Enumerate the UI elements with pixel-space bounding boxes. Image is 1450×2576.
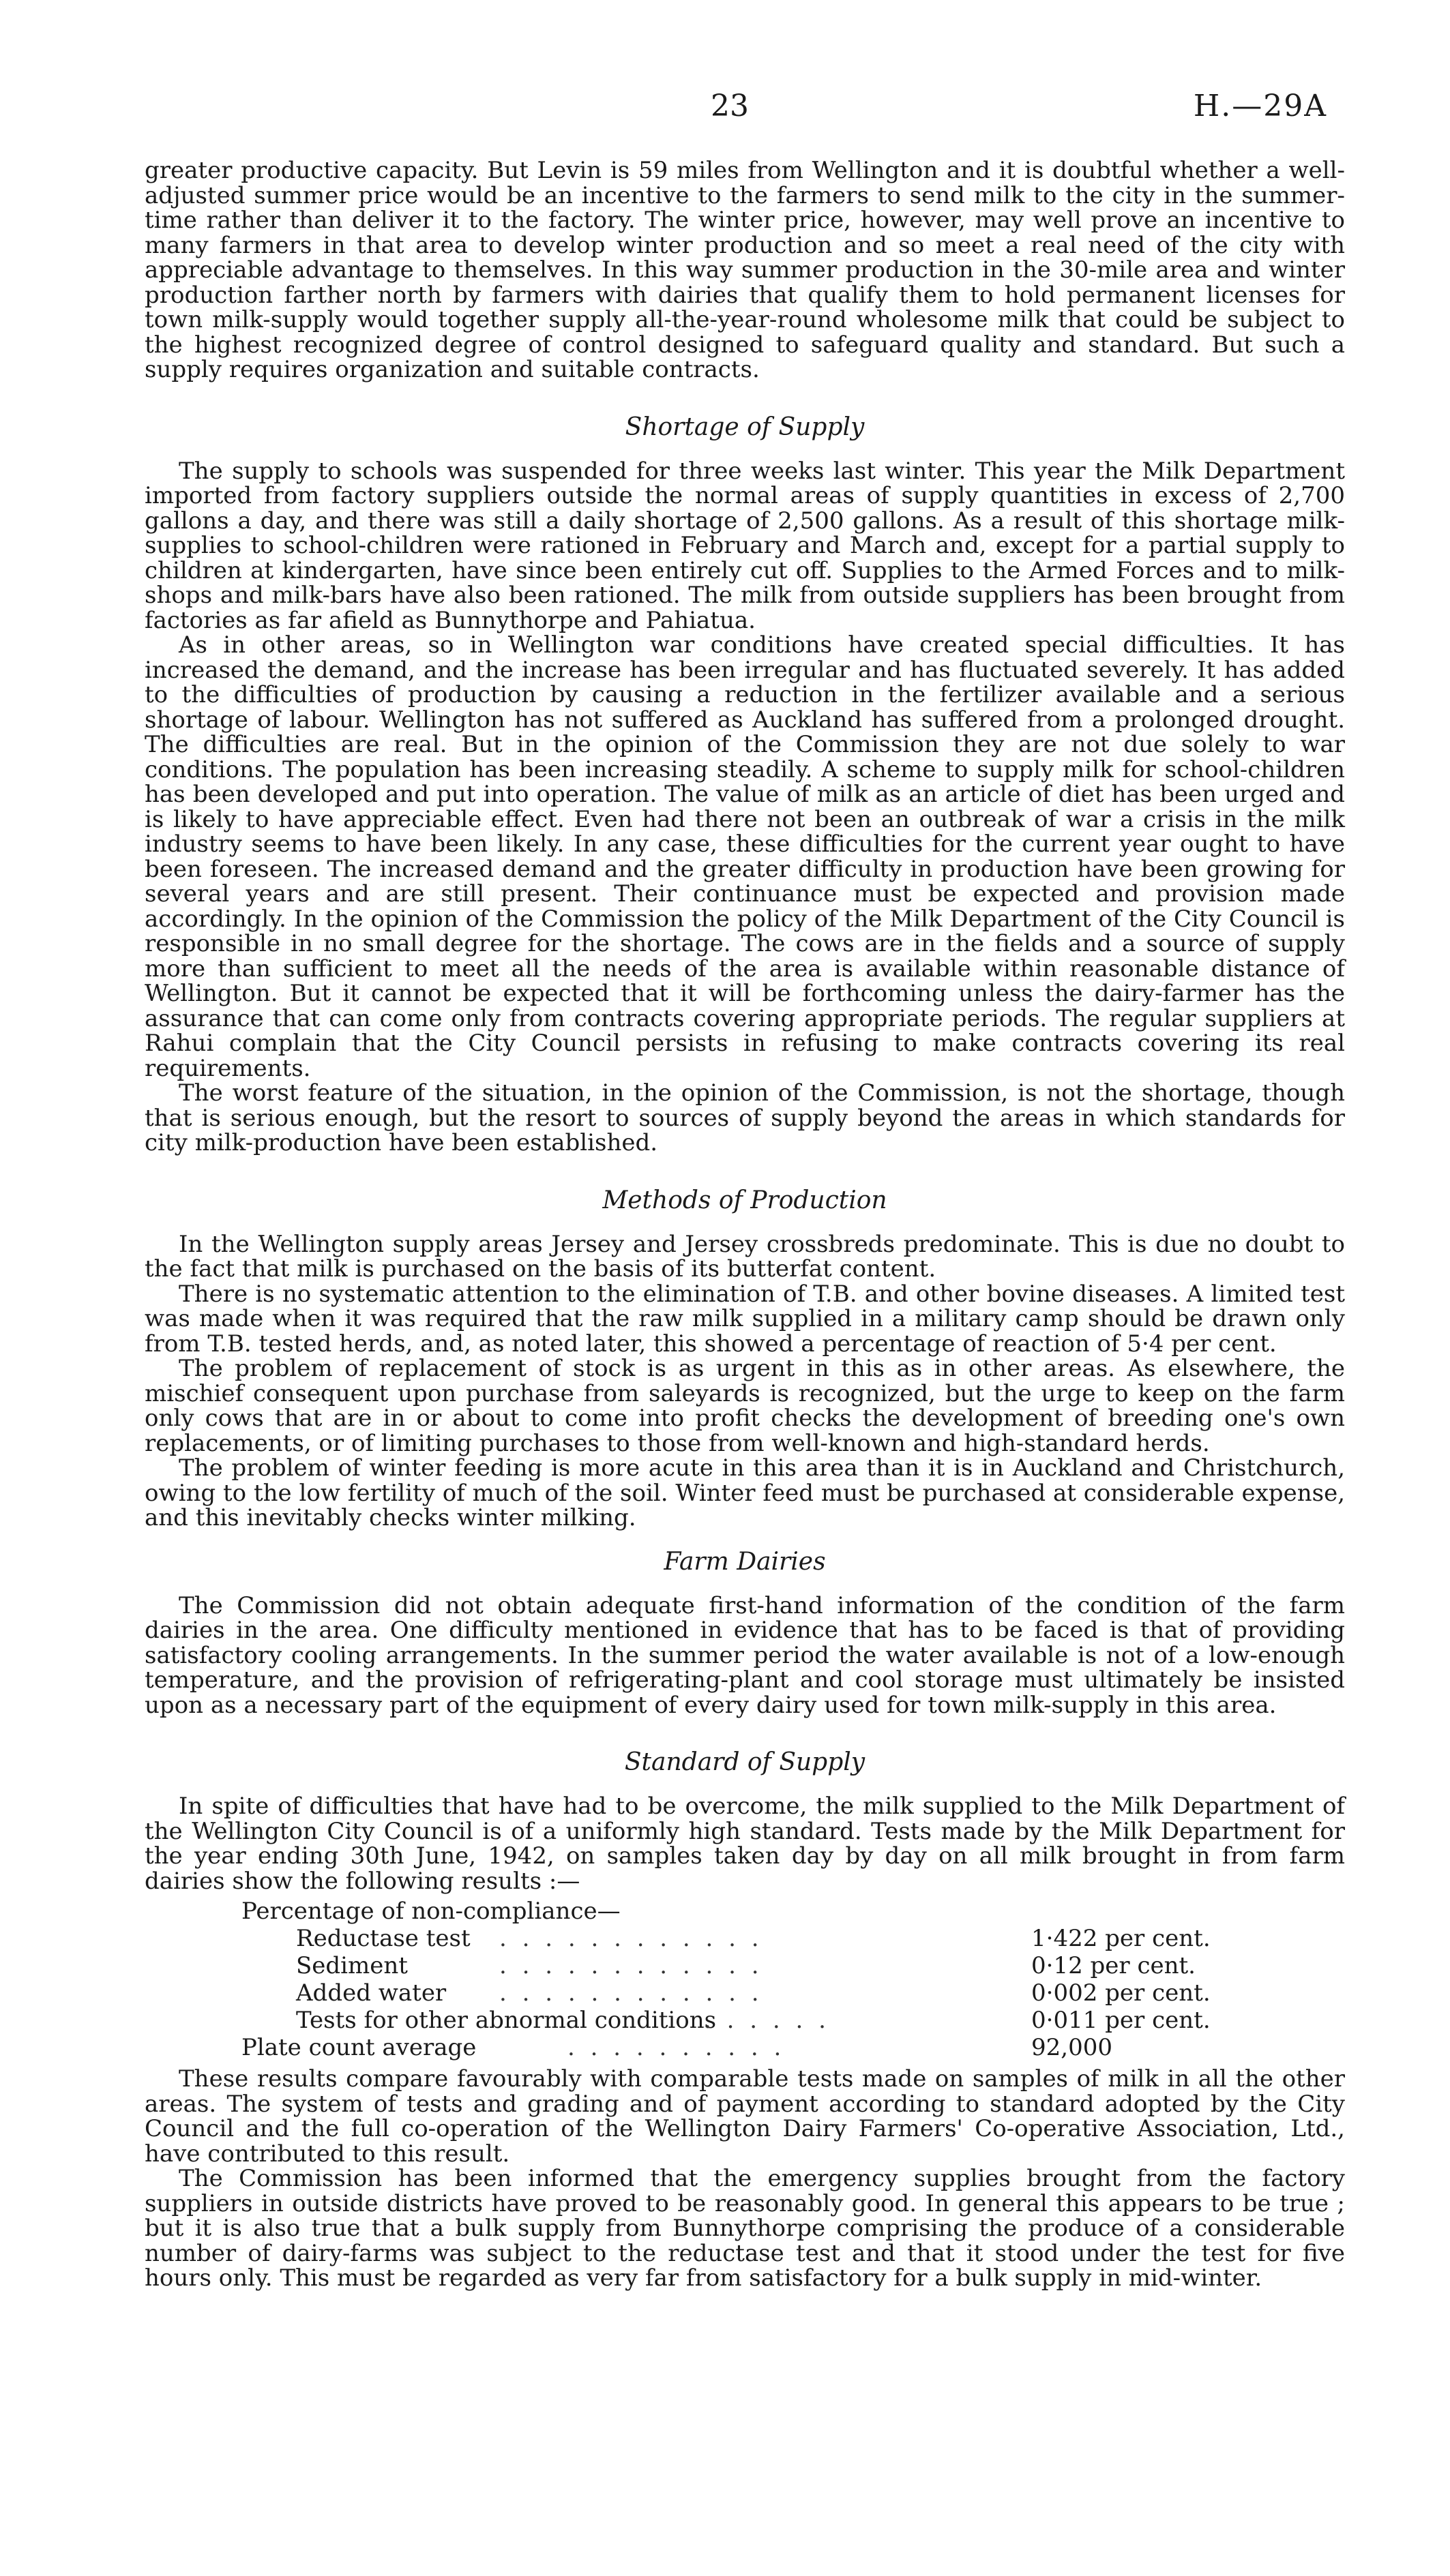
results-value: 1·422 per cent. bbox=[1031, 1925, 1211, 1952]
results-label: Reductase test bbox=[296, 1925, 471, 1952]
results-label: Tests for other abnormal conditions bbox=[296, 2007, 717, 2034]
results-row bbox=[145, 1952, 1345, 1979]
results-label: Sediment bbox=[296, 1952, 408, 1979]
results-label: Added water bbox=[296, 1979, 447, 2007]
leader-dots: . . . . . . . . . . bbox=[567, 2034, 786, 2061]
section-title-shortage: Shortage of Supply bbox=[625, 413, 865, 441]
page-number: 23 bbox=[711, 89, 749, 123]
leader-dots: . . . . . . bbox=[704, 2007, 830, 2034]
section-title-methods: Methods of Production bbox=[602, 1186, 887, 1214]
paragraph: The Commission did not obtain adequate first-hand information of the condition of the farm dairies in the area. One difficulty mentioned in evidence that has to be faced is that of providing satisfactory cooling arrangements. In the summer period the water available is not of a low-enough temperature, and the provision of refrigerating-plant and cool storage must ultimately be insisted upon as a necessary part of the equipment of every dairy used for town milk-supply in this area. bbox=[145, 1591, 1345, 1719]
results-value: 92,000 bbox=[1031, 2034, 1112, 2061]
results-row bbox=[145, 2007, 1345, 2034]
paragraph: The problem of replacement of stock is as urgent in this as in other areas. As elsewhere, the mischief consequent upon purchase from saleyards is recognized, but the urge to keep on the farm only cows that are in or about to come into profit checks the development of breeding one's own replacements, or of limiting purchases to those from well-known and high-standard herds. bbox=[145, 1355, 1345, 1457]
paragraph: There is no systematic attention to the elimination of T.B. and other bovine diseases. A limited test was made when it was required that the raw milk supplied in a military camp should be drawn only from T.B. tested herds, and, as noted later, this showed a percentage of reaction of 5·4 per cent. bbox=[145, 1280, 1345, 1358]
paragraph: In spite of difficulties that have had to be overcome, the milk supplied to the Milk Department of the Wellington City Council is of a uniformly high standard. Tests made by the Milk Department for the year ending 30th June, 1942, on samples taken day by day on all milk brought in from farm dairies show the following results :— bbox=[145, 1793, 1345, 1895]
page-body bbox=[145, 158, 1345, 2291]
paragraph: These results compare favourably with comparable tests made on samples of milk in all the other areas. The system of tests and grading and of payment according to standard adopted by the City Council and the full co-operation of the Wellington Dairy Farmers' Co-operative Association, Ltd., have contributed to this result. bbox=[145, 2065, 1345, 2168]
section-title-standard: Standard of Supply bbox=[624, 1748, 865, 1776]
section-title-farm-dairies: Farm Dairies bbox=[664, 1547, 826, 1576]
continuation-paragraph: greater productive capacity. But Levin is 59 miles from Wellington and it is doubtful whether a well-adjusted summer price would be an incentive to the farmers to send milk to the city in the summer-time rather than deliver it to the factory. The winter price, however, may well prove an incentive to many farmers in that area to develop winter production and so meet a real need of the city with appreciable advantage to themselves. In this way summer production in the 30-mile area and winter production farther north by farmers with dairies that qualify them to hold permanent licenses for town milk-supply would together supply all-the-year-round wholesome milk that could be subject to the highest recognized degree of control designed to safeguard quality and standard. But such a supply requires organization and suitable contracts. bbox=[145, 157, 1345, 383]
results-row bbox=[145, 1925, 1345, 1952]
results-table bbox=[145, 1898, 1345, 2061]
paragraph: The supply to schools was suspended for three weeks last winter. This year the Milk Department imported from factory suppliers outside the normal areas of supply quantities in excess of 2,700 gallons a day, and there was still a daily shortage of 2,500 gallons. As a result of this shortage milk-supplies to school-children were rationed in February and March and, except for a partial supply to children at kindergarten, have since been entirely cut off. Supplies to the Armed Forces and to milk-shops and milk-bars have also been rationed. The milk from outside suppliers has been brought from factories as far afield as Bunnythorpe and Pahiatua. bbox=[145, 457, 1345, 634]
paragraph: The problem of winter feeding is more acute in this area than it is in Auckland and Christchurch, owing to the low fertility of much of the soil. Winter feed must be purchased at considerable expense, and this inevitably checks winter milking. bbox=[145, 1454, 1345, 1531]
paragraph: The Commission has been informed that the emergency supplies brought from the factory suppliers in outside districts have proved to be reasonably good. In general this appears to be true ; but it is also true that a bulk supply from Bunnythorpe comprising the produce of a considerable number of dairy-farms was subject to the reductase test and that it stood under the test for five hours only. This must be regarded as very far from satisfactory for a bulk supply in mid-winter. bbox=[145, 2165, 1345, 2292]
leader-dots: . . . . . . . . . . . . bbox=[499, 1952, 763, 1979]
results-label: Plate count average bbox=[241, 2034, 477, 2061]
document-reference: H.—29A bbox=[1193, 89, 1327, 123]
paragraph: In the Wellington supply areas Jersey and Jersey crossbreds predominate. This is due no doubt to the fact that milk is purchased on the basis of its butterfat content. bbox=[145, 1230, 1345, 1283]
results-value: 0·011 per cent. bbox=[1031, 2007, 1211, 2034]
paragraph: The worst feature of the situation, in the opinion of the Commission, is not the shortage, though that is serious enough, but the resort to sources of supply beyond the areas in which standards for city milk-production have been established. bbox=[145, 1079, 1345, 1156]
results-row bbox=[145, 1979, 1345, 2007]
results-value: 0·002 per cent. bbox=[1031, 1979, 1211, 2007]
leader-dots: . . . . . . . . . . . . bbox=[499, 1925, 763, 1952]
results-heading: Percentage of non-compliance— bbox=[241, 1898, 621, 1925]
paragraph: As in other areas, so in Wellington war conditions have created special difficulties. It has increased the demand, and the increase has been irregular and has fluctuated severely. It has added to the difficulties of production by causing a reduction in the fertilizer available and a serious shortage of labour. Wellington has not suffered as Auckland has suffered from a prolonged drought. The difficulties are real. But in the opinion of the Commission they are not due solely to war conditions. The population has been increasing steadily. A scheme to supply milk for school-children has been developed and put into operation. The value of milk as an article of diet has been urged and is likely to have appreciable effect. Even had there not been an outbreak of war a crisis in the milk industry seems to have been likely. In any case, these difficulties for the current year ought to have been foreseen. The increased demand and the greater difficulty in production have been growing for several years and are still present. Their continuance must be expected and provision made accordingly. In the opinion of the Commission the policy of the Milk Department of the City Council is responsible in no small degree for the shortage. The cows are in the fields and a source of supply more than sufficient to meet all the needs of the area is available within reasonable distance of Wellington. But it cannot be expected that it will be forthcoming unless the dairy-farmer has the assurance that can come only from contracts covering appropriate periods. The regular suppliers at Rahui complain that the City Council persists in refusing to make contracts covering its real requirements. bbox=[145, 631, 1345, 1082]
results-row-plate-count bbox=[145, 2034, 1345, 2061]
leader-dots: . . . . . . . . . . . . bbox=[499, 1979, 763, 2007]
results-value: 0·12 per cent. bbox=[1031, 1952, 1196, 1979]
